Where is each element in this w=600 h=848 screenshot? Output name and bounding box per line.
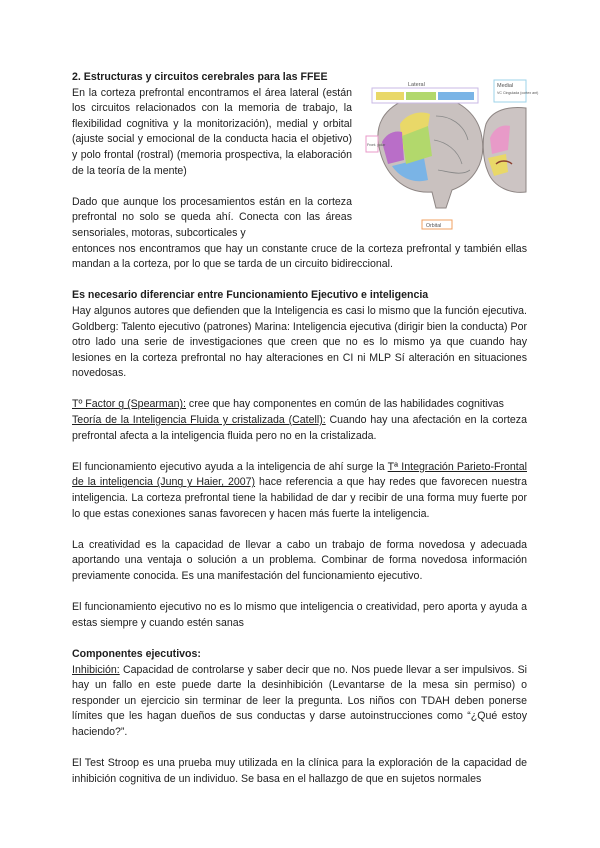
paragraph-authors: Hay algunos autores que defienden que la Inteligencia es casi lo mismo que la función ejecutiva. Goldberg: Talento ejecutivo (patrones) Marina: Inteligencia ejecutiva (dirigir bien la conducta) Por otro lado una serie de investigaciones que creen que no es lo mismo ya que cuando hay lesiones en la corteza prefrontal no hay alteraciones en CI ni MLP Sí alteración en situaciones novedosas. (72, 304, 527, 380)
brain-regions-figure (366, 80, 539, 232)
paragraph-connections-wrapped: Dado que aunque los procesamientos están en la corteza prefrontal no solo se queda ahí. Conecta con las áreas sensoriales, motoras, subcorticales y (72, 195, 352, 239)
paragraph-catell: Teoría de la Inteligencia Fluida y cristalizada (Catell): Cuando hay una afectación en la corteza prefrontal afecta a la inteligencia fluida pero no en la cristalizada. (72, 414, 527, 442)
paragraph-inhibition: Inhibición: Capacidad de controlarse y saber decir que no. Nos puede llevar a ser impulsivos. Si hay un fallo en este puede darte la desinhibición (Levantarse de la mesa sin permiso) o responder un ejercicio sin terminar de leer la pregunta. Los niños con TDAH deben ponerse límites que les hagan dueños de sus conductas y darse autoinstrucciones como “¿Qué estoy haciendo?”. (72, 663, 527, 738)
label-medial: Medial (497, 83, 514, 89)
term-factor-g: Tº Factor g (Spearman): (72, 398, 186, 411)
label-lateral: Lateral (408, 82, 425, 88)
term-catell: Teoría de la Inteligencia Fluida y cristalizada (Catell): (72, 414, 326, 427)
paragraph-parieto-frontal: El funcionamiento ejecutivo ayuda a la inteligencia de ahí surge la Tª Integración Parieto-Frontal de la inteligencia (Jung y Haier, 2007) hace referencia a que hay redes que favorecen nuestra inteligencia. La corteza prefrontal tiene la habilidad de dar y recibir de una forma muy fuerte por lo que estas conexiones sanas favorecen y hacen más fuerte la inteligencia. (72, 460, 528, 520)
paragraph-prefrontal-areas: En la corteza prefrontal encontramos el área lateral (están los circuitos relacionados con la memoria de trabajo, la flexibilidad cognitiva y la monitorización), medial y orbital (ajuste social y emocional de la conducta hacia el objetivo) y polo frontal (rostral) (memoria prospectiva, la elaboración de la teoría de la mente) (72, 86, 352, 177)
heading-fe-vs-intelligence: Es necesario diferenciar entre Funcionamiento Ejecutivo e inteligencia (72, 289, 429, 302)
paragraph-creativity: La creatividad es la capacidad de llevar a cabo un trabajo de forma novedosa y adecuada aportando una ventaja o solución a un problema. Combinar de forma novedosa información previamente conocida. Es una manifestación del funcionamiento ejecutivo. (72, 538, 527, 582)
section-title: 2. Estructuras y circuitos cerebrales para las FFEE (72, 71, 328, 83)
paragraph-connections: entonces nos encontramos que hay un constante cruce de la corteza prefrontal y también ellas mandan a la corteza, por lo que se tarda de un circuito bidireccional. (72, 242, 527, 271)
label-frontal-pole: Front. polar (367, 143, 386, 147)
label-medial-sub: VC Cingulada (cortex ant) (497, 91, 539, 95)
lateral-brain-image (378, 96, 483, 208)
term-parieto-frontal: Tª Integración Parieto-Frontal de la inteligencia (Jung y Haier, 2007) (72, 460, 528, 489)
paragraph-fe-summary: El funcionamiento ejecutivo no es lo mismo que inteligencia o creatividad, pero aporta y ayuda a estas siempre y cuando estén sanas (72, 601, 527, 629)
paragraph-factor-g: Tº Factor g (Spearman): cree que hay componentes en común de las habilidades cognitivas (72, 398, 504, 411)
label-orbital: Orbital (426, 223, 442, 229)
medial-brain-image (483, 108, 526, 193)
paragraph-stroop: El Test Stroop es una prueba muy utilizada en la clínica para la exploración de la capacidad de inhibición cognitiva de un individuo. Se basa en el hallazgo de que en sujetos normales (72, 757, 527, 785)
term-inhibition: Inhibición: (72, 663, 120, 676)
heading-components: Componentes ejecutivos: (72, 647, 201, 660)
